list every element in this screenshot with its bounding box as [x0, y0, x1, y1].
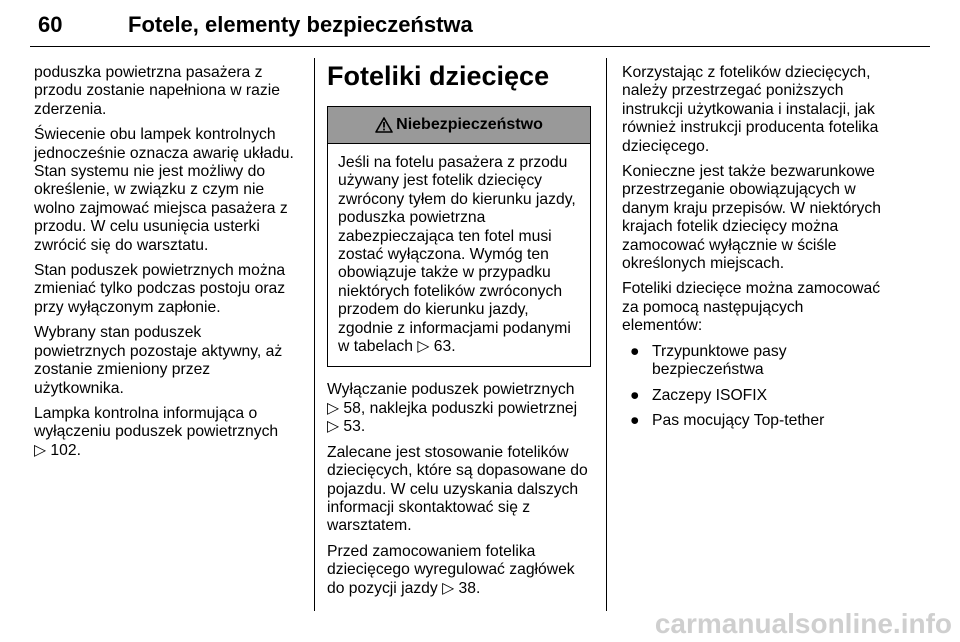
text-line: używany jest fotelik dziecięcy: [338, 172, 543, 190]
text-line: Konieczne jest także bezwarunkowe: [622, 163, 875, 181]
bullet-marker: ●: [630, 411, 640, 429]
warning-body: [328, 144, 590, 366]
text-line: Wyłączanie poduszek powietrznych: [327, 381, 575, 399]
column-1: [34, 64, 306, 467]
text-line: zostać wyłączona. Wymóg ten: [338, 246, 549, 264]
text-line: danym kraju przepisów. W niektórych: [622, 199, 881, 217]
bullet-marker: ●: [630, 342, 640, 360]
text-line: bezpieczeństwa: [652, 361, 764, 379]
text-line: zwrócić się do warsztatu.: [34, 236, 209, 254]
text-line: Pas mocujący Top-tether: [652, 411, 825, 429]
text-line: Świecenie obu lampek kontrolnych: [34, 126, 276, 144]
column-2-text: [327, 381, 597, 597]
text-line: powietrznych pozostaje aktywny, aż: [34, 342, 283, 360]
text-line: ▷ 58, naklejka poduszki powietrznej: [327, 399, 578, 417]
bullet-item: [622, 387, 892, 405]
text-line: również instrukcji producenta fotelika: [622, 119, 879, 137]
text-line: warsztatem.: [327, 517, 412, 535]
paragraph: [34, 126, 306, 255]
text-line: zgodnie z informacjami podanymi: [338, 319, 571, 337]
text-line: ▷ 53.: [327, 418, 366, 436]
column-3-text: [622, 64, 892, 336]
text-line: przodu zostanie napełniona w razie: [34, 82, 280, 100]
text-line: Wybrany stan poduszek: [34, 324, 202, 342]
watermark: carmanualsonline.info: [654, 608, 952, 639]
paragraph: [34, 262, 306, 317]
bullet-item: [622, 343, 892, 380]
paragraph: [622, 64, 892, 156]
text-line: Zalecane jest stosowanie fotelików: [327, 443, 569, 461]
paragraph: [34, 405, 306, 460]
warning-title: Niebezpieczeństwo: [396, 115, 543, 133]
text-line: zabezpieczająca ten fotel musi: [338, 227, 552, 245]
text-line: należy przestrzegać poniższych: [622, 82, 844, 100]
bullet-list: [622, 343, 892, 431]
page-title: Fotele, elementy bezpieczeństwa: [128, 12, 473, 37]
text-line: Stan poduszek powietrznych można: [34, 262, 286, 280]
text-line: dziecięcego.: [622, 137, 710, 155]
text-line: wyłączeniu poduszek powietrznych: [34, 423, 279, 441]
text-line: informacji skontaktować się z: [327, 498, 531, 516]
column-divider-2: [606, 58, 607, 611]
text-line: zostanie zmieniony przez: [34, 361, 211, 379]
text-line: zderzenia.: [34, 100, 107, 118]
text-line: Zaczepy ISOFIX: [652, 386, 768, 404]
text-line: instrukcji użytkowania i instalacji, jak: [622, 100, 875, 118]
warning-paragraph: [338, 154, 580, 356]
text-line: Jeśli na fotelu pasażera z przodu: [338, 154, 568, 171]
paragraph: [327, 543, 597, 598]
column-divider-1: [314, 58, 315, 611]
section-title: Foteliki dziecięce: [327, 61, 550, 91]
text-line: poduszka powietrzna: [338, 209, 486, 227]
text-line: za pomocą następujących: [622, 298, 804, 316]
text-line: poduszka powietrzna pasażera z: [34, 64, 263, 81]
text-line: Foteliki dziecięce można zamocować: [622, 280, 881, 298]
text-line: przodem do kierunku jazdy,: [338, 301, 529, 319]
page-number: 60: [38, 12, 63, 37]
text-line: dziecięcego wyregulować zagłówek: [327, 561, 575, 579]
paragraph: [34, 324, 306, 398]
text-line: określonych miejscach.: [622, 255, 785, 273]
column-2: [327, 60, 597, 605]
paragraph: [622, 280, 892, 335]
text-line: do pozycji jazdy ▷ 38.: [327, 579, 481, 597]
text-line: w tabelach ▷ 63.: [338, 338, 456, 356]
text-line: elementów:: [622, 317, 703, 335]
text-line: wolno zajmować miejsca pasażera z: [34, 199, 288, 217]
text-line: zmieniać tylko podczas postoju oraz: [34, 280, 286, 298]
paragraph: [622, 163, 892, 273]
text-line: jednocześnie oznacza awarię układu.: [34, 144, 294, 162]
warning-triangle-icon: [375, 117, 393, 133]
text-line: Stan systemu nie jest możliwy do: [34, 163, 266, 181]
bullet-marker: ●: [630, 386, 640, 404]
page-header: [30, 4, 930, 44]
text-line: użytkownika.: [34, 379, 124, 397]
text-line: przy wyłączonym zapłonie.: [34, 298, 221, 316]
column-3: [622, 64, 892, 437]
text-line: pojazdu. W celu uzyskania dalszych: [327, 480, 579, 498]
text-line: Lampka kontrolna informująca o: [34, 404, 258, 422]
text-line: ▷ 102.: [34, 441, 81, 459]
text-line: przodu. W celu usunięcia usterki: [34, 218, 260, 236]
text-line: niektórych fotelików zwróconych: [338, 282, 563, 300]
header-rule: [30, 46, 930, 47]
text-line: zwrócony tyłem do kierunku jazdy,: [338, 190, 576, 208]
bullet-item: [622, 412, 892, 430]
text-line: określenie, w związku z czym nie: [34, 181, 265, 199]
paragraph: [327, 444, 597, 536]
text-line: zamocować wyłącznie w ściśle: [622, 236, 837, 254]
text-line: dziecięcych, które są dopasowane do: [327, 462, 588, 480]
warning-header: [328, 107, 590, 144]
text-line: Trzypunktowe pasy: [652, 342, 787, 360]
paragraph: [34, 64, 306, 119]
text-line: obowiązuje także w przypadku: [338, 264, 551, 282]
text-line: Przed zamocowaniem fotelika: [327, 542, 536, 560]
text-line: przestrzeganie obowiązujących w: [622, 181, 856, 199]
warning-box: [327, 106, 591, 367]
text-line: Korzystając z fotelików dziecięcych,: [622, 64, 871, 81]
paragraph: [327, 381, 597, 436]
text-line: krajach fotelik dziecięcy można: [622, 218, 839, 236]
